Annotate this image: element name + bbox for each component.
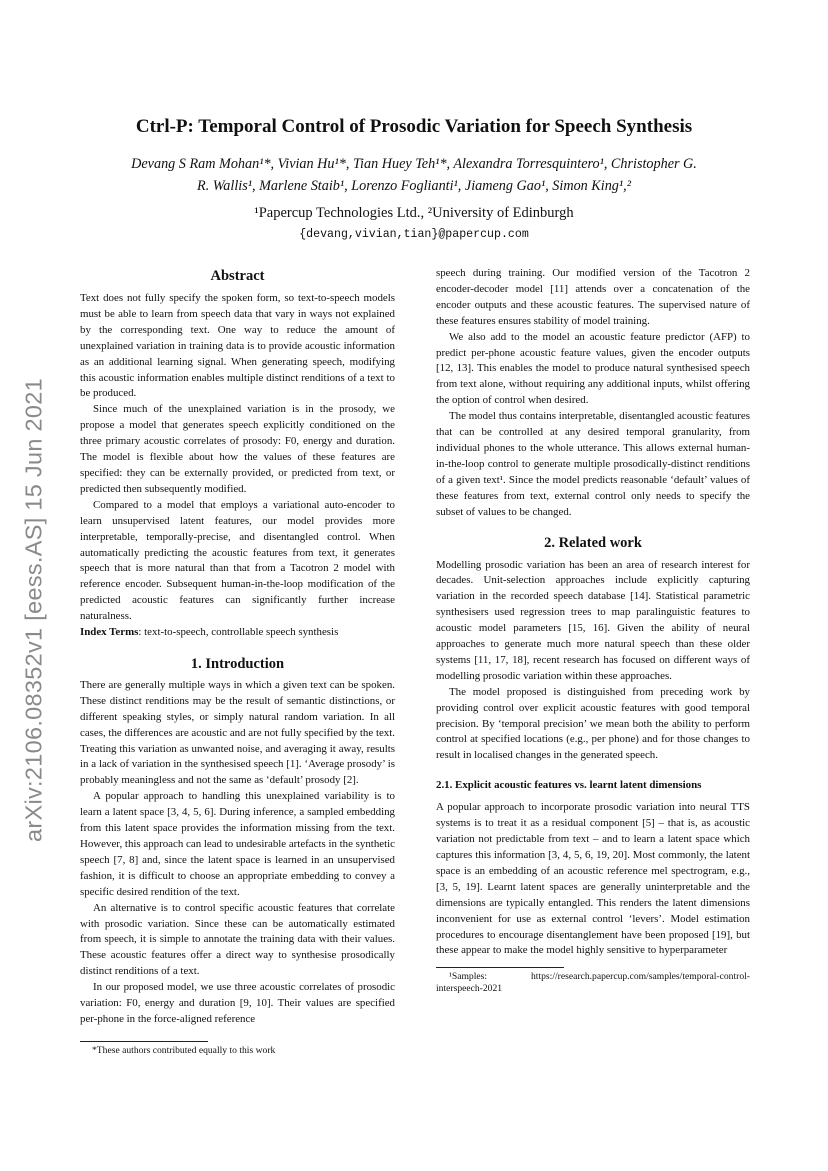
abstract-heading: Abstract — [210, 268, 265, 284]
intro-paragraph: The model thus contains interpretable, disentangled acoustic features that can be controlled at any desired temporal granularity, from individual phones to the whole utterance. This allows external human-in-the-loop control to generate multiple prosodically-distinct renditions of a given text¹. Since the model predicts reasonable ‘default’ values of these features from text, external control only needs to specify the subset of values to be changed. — [436, 410, 750, 518]
subsection-heading: 2.1. Explicit acoustic features vs. learnt latent dimensions — [436, 779, 702, 792]
author-list — [76, 153, 752, 197]
abstract-paragraph: Since much of the unexplained variation is in the prosody, we propose a model that generates speech explicitly conditioned on the three primary acoustic correlates of prosody: F0, energy and duration. The model is flexible about how the values of these features are specified: they can be externally provided, or predicted from text, or predicted then subsequently modified. — [80, 403, 395, 495]
contact-email: {devang,vivian,tian}@papercup.com — [299, 228, 529, 241]
related-paragraph: Modelling prosodic variation has been an area of research interest for decades. Unit-selection approaches include explicitly capturing variation in the recorded speech database [14]. Statistical parametric synthesisers used regression trees to map paralinguistic features to acoustic model parameters [15, 16]. Given the ability of neural approaches to generate much more natural speech than these older systems [11, 17, 18], recent research has focused on different ways of modelling prosodic variation within these approaches. — [436, 558, 750, 682]
footnote-samples-link[interactable]: ¹Samples: https://research.papercup.com/samples/temporal-control-interspeech-2021 — [436, 971, 750, 995]
subsection-paragraph: A popular approach to incorporate prosodic variation into neural TTS systems is to treat it as a residual component [5] – that is, as acoustic variation not predictable from text – and to learn a latent space which captures this information [3, 4, 5, 6, 19, 20]. Most commonly, the latent space is an embedding of an acoustic reference mel spectrogram, e.g., [3, 5, 19]. Learnt latent spaces are generally uninterpretable and the dimensions are typically entangled. This renders the latent dimensions inconvenient for use as external control ‘levers’. Model estimation procedures to encourage disentanglement have been proposed [19], but these appear to make the model highly sensitive to hyperparameter — [436, 801, 750, 957]
intro-paragraph: In our proposed model, we use three acoustic correlates of prosodic variation: F0, energy and duration [9, 10]. Their values are specified per-phone in the force-aligned reference — [80, 981, 395, 1025]
index-terms-label: Index Terms — [80, 626, 139, 639]
paper-title: Ctrl-P: Temporal Control of Prosodic Variation for Speech Synthesis — [135, 116, 693, 137]
related-work-heading: 2. Related work — [544, 534, 642, 551]
intro-paragraph: There are generally multiple ways in which a given text can be spoken. These distinct renditions may be the result of semantic distinctions, or different speaking styles, or simply natural random variation. In all cases, the differences are acoustic and are not fully specified by the text. Treating this variation as unwanted noise, and averaging it away, results in a lack of variation in the synthesised speech [1]. ‘Average prosody’ is probably meaningless and not the same as ‘default’ prosody [2]. — [80, 678, 395, 787]
right-column — [436, 266, 750, 995]
intro-paragraph: We also add to the model an acoustic feature predictor (AFP) to predict per-phone acoustic feature values, given the encoder outputs [12, 13]. This enables the model to produce natural synthesised speech from text alone, without requiring any additional inputs, whilst offering the option of control when desired. — [436, 330, 750, 407]
abstract-paragraph: Compared to a model that employs a variational auto-encoder to learn unsupervised latent features, our model provides more interpretable, temporally-precise, and disentangled control. When automatically predicting the acoustic features from text, it generates speech that is more natural than that from a Tacotron 2 model with reference encoder. Subsequent human-in-the-loop modification of the predicted acoustic features can significantly further increase naturalness. — [80, 498, 395, 623]
footnote-rule — [80, 1041, 208, 1042]
footnote-rule — [436, 967, 564, 968]
abstract-paragraph: Text does not fully specify the spoken form, so text-to-speech models must be able to learn from speech data that vary in ways not explained by the corresponding text. One way to reduce the amount of unexplained variation in training data is to provide acoustic information as an additional learning signal. When generating speech, modifying this acoustic information enables multiple distinct renditions of a text to be produced. — [80, 292, 395, 400]
intro-paragraph: speech during training. Our modified version of the Tacotron 2 encoder-decoder model [11] attends over a concatenation of the encoder outputs and these acoustic features. The supervised nature of these features ensures stability of model training. — [436, 267, 750, 327]
introduction-heading: 1. Introduction — [190, 655, 285, 672]
arxiv-stamp: arXiv:2106.08352v1 [eess.AS] 15 Jun 2021 — [20, 377, 47, 843]
intro-paragraph: A popular approach to handling this unexplained variability is to learn a latent space [3, 4, 5, 6]. During inference, a sampled embedding from this latent space provides the information missing from the text. However, this approach can lead to undesirable artefacts in the synthetic speech [7, 8] and, since the latent space is learned in an unsupervised fashion, it is difficult to choose an appropriate embedding to convey a specific desired rendition of the text. — [80, 790, 395, 898]
affiliations: ¹Papercup Technologies Ltd., ²University of Edinburgh — [254, 205, 574, 221]
footnote-equal-contribution: *These authors contributed equally to this work — [92, 1044, 276, 1056]
authors-line-2: R. Wallis¹, Marlene Staib¹, Lorenzo Foglianti¹, Jiameng Gao¹, Simon King¹,² — [197, 178, 631, 194]
related-paragraph: The model proposed is distinguished from preceding work by providing control over explicit acoustic features with good temporal precision. By ‘temporal precision’ we mean both the ability to perform control at specified locations (e.g., per phone) and for those changes to result in localised changes in the generated speech. — [436, 685, 750, 762]
authors-line-1: Devang S Ram Mohan¹*, Vivian Hu¹*, Tian Huey Teh¹*, Alexandra Torresquintero¹, Christopher G. — [131, 156, 697, 172]
index-terms — [80, 625, 395, 641]
intro-paragraph: An alternative is to control specific acoustic features that correlate with prosodic variation. Since these can be automatically estimated from speech, it is simple to annotate the training data with their values. These acoustic features offer a direct way to synthesise prosodically distinct renditions of a text. — [80, 901, 395, 978]
index-terms-text: : text-to-speech, controllable speech synthesis — [138, 626, 339, 639]
left-column — [80, 266, 395, 1057]
